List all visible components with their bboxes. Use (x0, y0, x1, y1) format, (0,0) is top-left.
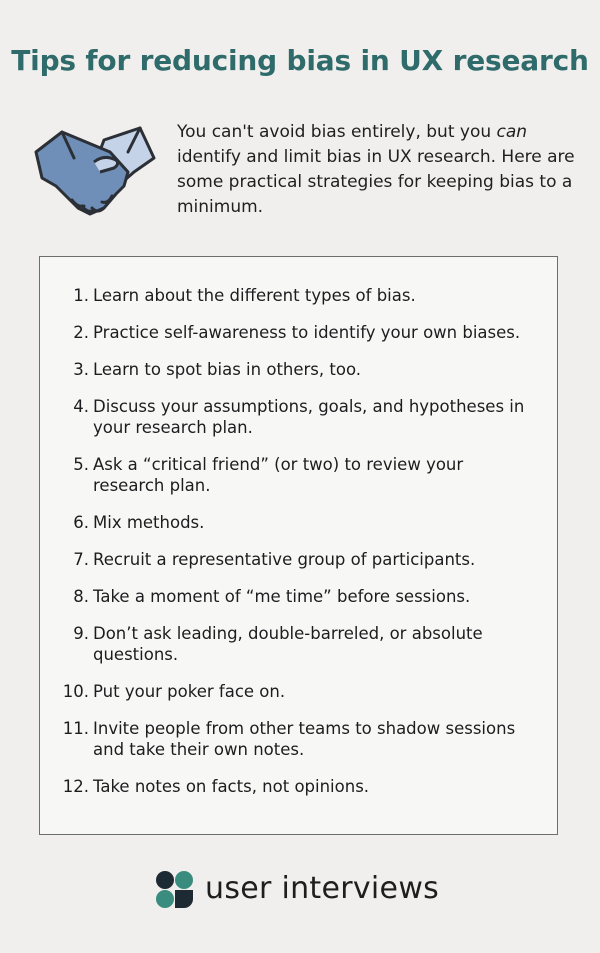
intro-text-start: You can't avoid bias entirely, but you (177, 122, 497, 142)
list-item (40, 322, 557, 343)
tip-number: 10. (62, 682, 89, 701)
tip-number: 3. (73, 360, 89, 379)
list-item (40, 718, 557, 760)
tip-number: 1. (73, 286, 89, 305)
tip-number: 12. (62, 777, 89, 796)
list-item (40, 623, 557, 665)
list-item (40, 512, 557, 533)
brand-name: user interviews (205, 871, 440, 906)
handshake-icon (32, 122, 157, 222)
tip-number: 5. (73, 455, 89, 474)
tip-number: 2. (73, 323, 89, 342)
page-title: Tips for reducing bias in UX research (11, 44, 589, 77)
tip-text: Ask a “critical friend” (or two) to review your research plan. (93, 455, 464, 495)
user-interviews-logo-icon (155, 870, 195, 910)
tip-number: 8. (73, 587, 89, 606)
tip-text: Invite people from other teams to shadow sessions and take their own notes. (93, 719, 516, 759)
tip-text: Don’t ask leading, double-barreled, or absolute questions. (93, 624, 483, 664)
intro-text-emphasis: can (496, 122, 528, 142)
list-item (40, 359, 557, 380)
tips-card (39, 256, 558, 835)
tips-list (40, 257, 557, 797)
list-item (40, 454, 557, 496)
list-item (40, 776, 557, 797)
tip-number: 6. (73, 513, 89, 532)
tip-text: Recruit a representative group of participants. (93, 550, 476, 569)
tip-text: Put your poker face on. (93, 682, 286, 701)
intro-text (177, 120, 577, 220)
tip-number: 4. (73, 397, 89, 416)
tip-text: Discuss your assumptions, goals, and hypotheses in your research plan. (93, 397, 525, 437)
tip-number: 9. (73, 624, 89, 643)
tip-text: Learn about the different types of bias. (93, 286, 416, 305)
intro-text-end: identify and limit bias in UX research. Here are some practical strategies for keeping bias to a minimum. (177, 147, 575, 217)
tip-number: 11. (62, 719, 89, 738)
tip-number: 7. (73, 550, 89, 569)
list-item (40, 285, 557, 306)
list-item (40, 549, 557, 570)
list-item (40, 396, 557, 438)
tip-text: Take notes on facts, not opinions. (93, 777, 370, 796)
list-item (40, 681, 557, 702)
tip-text: Take a moment of “me time” before sessions. (93, 587, 471, 606)
tip-text: Practice self-awareness to identify your own biases. (93, 323, 521, 342)
intro-section (32, 120, 575, 230)
list-item (40, 586, 557, 607)
tip-text: Mix methods. (93, 513, 205, 532)
tip-text: Learn to spot bias in others, too. (93, 360, 362, 379)
